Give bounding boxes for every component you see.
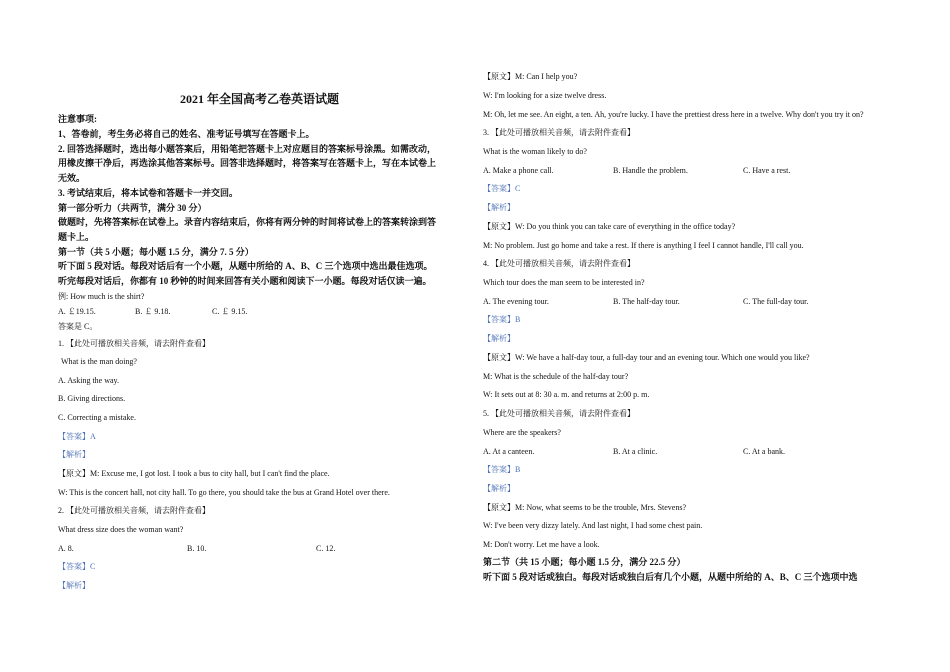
question-4-transcript: M: What is the schedule of the half-day tour? (483, 372, 629, 381)
question-5-analysis: 【解析】 (483, 484, 515, 493)
question-5-option: B. At a clinic. (613, 447, 658, 456)
question-4-option: A. The evening tour. (483, 297, 549, 306)
example-option: A. ￡19.15. (58, 307, 96, 316)
question-3-option: A. Make a phone call. (483, 166, 554, 175)
note-line: 听下面 5 段对话。每段对话后有一个小题，从题中所给的 A、B、C 三个选项中选出最佳选项。 (58, 261, 433, 271)
question-4-answer: 【答案】B (483, 315, 521, 324)
section-2-instructions: 听下面 5 段对话或独白。每段对话或独白后有几个小题，从题中所给的 A、B、C 三个选项中选 (483, 572, 858, 582)
question-1-audio[interactable]: 1. 【此处可播放相关音频，请去附件查看】 (58, 339, 210, 348)
question-3-transcript: 【原文】W: Do you think you can take care of everything in the office today? (483, 222, 736, 231)
notes-heading: 注意事项: (58, 114, 97, 124)
question-2-text: What dress size does the woman want? (58, 525, 184, 534)
question-5-text: Where are the speakers? (483, 428, 561, 437)
note-line: 题卡上。 (58, 232, 95, 242)
note-line: 1、答卷前，考生务必将自己的姓名、准考证号填写在答题卡上。 (58, 129, 315, 139)
question-2-transcript: 【原文】M: Can I help you? (483, 72, 578, 81)
question-5-answer: 【答案】B (483, 465, 521, 474)
note-line: 做题时，先将答案标在试卷上。录音内容结束后，你将有两分钟的时间将试卷上的答案转涂到答 (58, 217, 437, 227)
question-5-transcript: M: Don't worry. Let me have a look. (483, 540, 600, 549)
section-heading: 第一节（共 5 小题；每小题 1.5 分，满分 7. 5 分） (58, 247, 254, 257)
question-4-option: B. The half-day tour. (613, 297, 680, 306)
question-4-transcript: 【原文】W: We have a half-day tour, a full-day tour and an evening tour. Which one would you like? (483, 353, 810, 362)
question-2-analysis: 【解析】 (58, 581, 90, 590)
question-3-audio[interactable]: 3. 【此处可播放相关音频，请去附件查看】 (483, 128, 635, 137)
note-line: 用橡皮擦干净后，再选涂其他答案标号。回答非选择题时，将答案写在答题卡上，写在本试卷上 (58, 158, 437, 168)
question-2-option: B. 10. (187, 544, 207, 553)
example-option: B. ￡ 9.18. (135, 307, 171, 316)
question-1-text: What is the man doing? (61, 357, 137, 366)
question-1-transcript: W: This is the concert hall, not city hall. To go there, you should take the bus at Grand Hotel over there. (58, 488, 390, 497)
example-question: 例: How much is the shirt? (58, 292, 145, 301)
question-1-answer: 【答案】A (58, 432, 96, 441)
question-3-option: C. Have a rest. (743, 166, 791, 175)
question-4-option: C. The full-day tour. (743, 297, 809, 306)
question-1-option: C. Correcting a mistake. (58, 413, 136, 422)
section-2-heading: 第二节（共 15 小题；每小题 1.5 分，满分 22.5 分） (483, 557, 686, 567)
question-2-answer: 【答案】C (58, 562, 96, 571)
page-title: 2021 年全国高考乙卷英语试题 (180, 92, 340, 106)
question-3-analysis: 【解析】 (483, 203, 515, 212)
question-3-option: B. Handle the problem. (613, 166, 688, 175)
question-2-transcript: M: Oh, let me see. An eight, a ten. Ah, you're lucky. I have the prettiest dress here in a twelve. Why don't you try it on? (483, 110, 864, 119)
question-4-analysis: 【解析】 (483, 334, 515, 343)
question-1-transcript: 【原文】M: Excuse me, I got lost. I took a bus to city hall, but I can't find the place. (58, 469, 330, 478)
note-line: 3. 考试结束后，将本试卷和答题卡一并交回。 (58, 188, 239, 198)
question-4-text: Which tour does the man seem to be interested in? (483, 278, 645, 287)
question-5-transcript: 【原文】M: Now, what seems to be the trouble, Mrs. Stevens? (483, 503, 687, 512)
question-2-option: A. 8. (58, 544, 74, 553)
question-3-answer: 【答案】C (483, 184, 521, 193)
note-line: 2. 回答选择题时，选出每小题答案后，用铅笔把答题卡上对应题目的答案标号涂黑。如需改动， (58, 144, 437, 154)
example-answer: 答案是 C。 (58, 322, 98, 331)
note-line: 听完每段对话后，你都有 10 秒钟的时间来回答有关小题和阅读下一小题。每段对话仅读一遍。 (58, 276, 432, 286)
question-1-option: A. Asking the way. (58, 376, 120, 385)
question-4-audio[interactable]: 4. 【此处可播放相关音频，请去附件查看】 (483, 259, 635, 268)
question-2-transcript: W: I'm looking for a size twelve dress. (483, 91, 607, 100)
question-3-text: What is the woman likely to do? (483, 147, 587, 156)
part-heading: 第一部分听力（共两节，满分 30 分） (58, 203, 207, 213)
question-5-transcript: W: I've been very dizzy lately. And last night, I had some chest pain. (483, 521, 703, 530)
question-5-option: C. At a bank. (743, 447, 785, 456)
question-2-option: C. 12. (316, 544, 336, 553)
question-4-transcript: W: It sets out at 8: 30 a. m. and returns at 2:00 p. m. (483, 390, 650, 399)
note-line: 无效。 (58, 173, 86, 183)
question-5-audio[interactable]: 5. 【此处可播放相关音频，请去附件查看】 (483, 409, 635, 418)
example-option: C. ￡ 9.15. (212, 307, 248, 316)
question-1-option: B. Giving directions. (58, 394, 126, 403)
question-2-audio[interactable]: 2. 【此处可播放相关音频，请去附件查看】 (58, 506, 210, 515)
question-3-transcript: M: No problem. Just go home and take a rest. If there is anything I feel I cannot handle, I'll call you. (483, 241, 804, 250)
question-1-analysis: 【解析】 (58, 450, 90, 459)
question-5-option: A. At a canteen. (483, 447, 535, 456)
